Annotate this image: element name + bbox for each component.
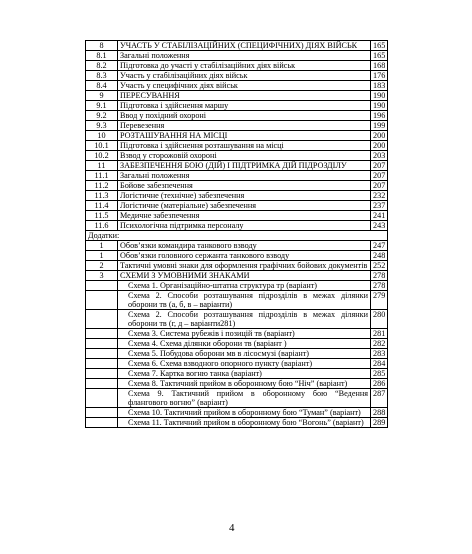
appendix-row-number: 1 (86, 241, 118, 251)
toc-row-number: 8.3 (86, 71, 118, 81)
toc-row-page: 241 (371, 211, 388, 221)
appendix-row-number: 2 (86, 261, 118, 271)
toc-row (86, 121, 388, 131)
scheme-row-title: Схема 2. Способи розташування підрозділів в межах ділянки оборони тв (а, б, в – варіанти) (118, 291, 371, 310)
toc-row-page: 207 (371, 171, 388, 181)
scheme-row-number (86, 359, 118, 369)
toc-row-number: 11.1 (86, 171, 118, 181)
toc-row-page: 190 (371, 101, 388, 111)
scheme-row-number (86, 329, 118, 339)
scheme-row (86, 379, 388, 389)
scheme-row-number (86, 408, 118, 418)
toc-row (86, 151, 388, 161)
appendix-row-title: Тактичні умовні знаки для оформлення графічних бойових документів (118, 261, 371, 271)
scheme-row (86, 310, 388, 329)
scheme-row-title: Схема 7. Картка вогню танка (варіант) (118, 369, 371, 379)
scheme-row (86, 389, 388, 408)
appendix-row-page: 247 (371, 241, 388, 251)
toc-row (86, 61, 388, 71)
appendix-row (86, 241, 388, 251)
appendix-row (86, 271, 388, 281)
toc-row-title: Участь у специфічних діях військ (118, 81, 371, 91)
scheme-row (86, 369, 388, 379)
scheme-row-page: 289 (371, 418, 388, 428)
scheme-row-title: Схема 3. Система рубежів і позицій тв (варіант) (118, 329, 371, 339)
scheme-row-title: Схема 4. Схема ділянки оборони тв (варіант ) (118, 339, 371, 349)
scheme-row-title: Схема 11. Тактичний прийом в оборонному бою “Вогонь” (варіант) (118, 418, 371, 428)
toc-row-page: 183 (371, 81, 388, 91)
scheme-row (86, 329, 388, 339)
toc-row-page: 200 (371, 131, 388, 141)
toc-row-title: Медичне забезпечення (118, 211, 371, 221)
toc-row (86, 161, 388, 171)
toc-row-title: Підготовка і здійснення маршу (118, 101, 371, 111)
toc-row-number: 8.1 (86, 51, 118, 61)
scheme-row (86, 359, 388, 369)
toc-row-number: 10 (86, 131, 118, 141)
scheme-row-page: 288 (371, 408, 388, 418)
appendix-row-title: Обов’язки командира танкового взводу (118, 241, 371, 251)
toc-row (86, 221, 388, 231)
toc-row-title: УЧАСТЬ У СТАБІЛІЗАЦІЙНИХ (СПЕЦИФІЧНИХ) ДІЯХ ВІЙСЬК (118, 41, 371, 51)
toc-row-title: Підготовка до участі у стабілізаційних діях військ (118, 61, 371, 71)
toc-row-page: 190 (371, 91, 388, 101)
page-number: 4 (229, 522, 235, 534)
toc-row-number: 11.6 (86, 221, 118, 231)
scheme-row-number (86, 389, 118, 408)
toc-row-number: 11.3 (86, 191, 118, 201)
toc-row-page: 203 (371, 151, 388, 161)
scheme-row-page: 279 (371, 291, 388, 310)
scheme-row-title: Схема 1. Організаційно-штатна структура тр (варіант) (118, 281, 371, 291)
appendix-row-page: 278 (371, 271, 388, 281)
toc-row (86, 51, 388, 61)
toc-row-page: 237 (371, 201, 388, 211)
toc-row-title: ПЕРЕСУВАННЯ (118, 91, 371, 101)
toc-row (86, 201, 388, 211)
toc-row-page: 200 (371, 141, 388, 151)
scheme-row-title: Схема 10. Тактичний прийом в оборонному бою “Туман” (варіант) (118, 408, 371, 418)
appendix-label-row (86, 231, 388, 241)
toc-row (86, 141, 388, 151)
scheme-row-number (86, 339, 118, 349)
toc-row-page: 199 (371, 121, 388, 131)
scheme-row-number (86, 349, 118, 359)
appendix-row-page: 252 (371, 261, 388, 271)
toc-row-number: 8 (86, 41, 118, 51)
toc-row-title: Участь у стабілізаційних діях військ (118, 71, 371, 81)
toc-row-page: 165 (371, 51, 388, 61)
toc-row-page: 165 (371, 41, 388, 51)
scheme-row-page: 278 (371, 281, 388, 291)
toc-row-number: 9 (86, 91, 118, 101)
toc-row-page: 196 (371, 111, 388, 121)
appendix-row (86, 261, 388, 271)
toc-row-title: Бойове забезпечення (118, 181, 371, 191)
toc-row-title: Ввод у похідний охороні (118, 111, 371, 121)
appendix-row-number: 1 (86, 251, 118, 261)
toc-row-title: Підготовка і здійснення розташування на місці (118, 141, 371, 151)
toc-row-title: Логістичне (технічне) забезпечення (118, 191, 371, 201)
scheme-row-page: 287 (371, 389, 388, 408)
toc-row-page: 207 (371, 161, 388, 171)
toc-row-number: 10.1 (86, 141, 118, 151)
scheme-row (86, 349, 388, 359)
toc-row (86, 71, 388, 81)
scheme-row (86, 418, 388, 428)
scheme-row (86, 408, 388, 418)
scheme-row (86, 339, 388, 349)
toc-row-title: ЗАБЕЗПЕЧЕННЯ БОЮ (ДІЙ) І ПІДТРИМКА ДІЙ ПІДРОЗДІЛУ (118, 161, 371, 171)
table-of-contents (85, 40, 388, 428)
scheme-row-number (86, 281, 118, 291)
toc-row-number: 10.2 (86, 151, 118, 161)
toc-row-number: 8.2 (86, 61, 118, 71)
scheme-row-page: 286 (371, 379, 388, 389)
scheme-row-number (86, 369, 118, 379)
toc-row-title: Взвод у сторожовій охороні (118, 151, 371, 161)
toc-row-title: Перевезення (118, 121, 371, 131)
scheme-row-title: Схема 5. Побудова оборони мв в лісосмузі (варіант) (118, 349, 371, 359)
toc-row-number: 11.4 (86, 201, 118, 211)
toc-row-title: Загальні положення (118, 171, 371, 181)
toc-row (86, 211, 388, 221)
toc-row-page: 232 (371, 191, 388, 201)
toc-row-number: 11 (86, 161, 118, 171)
scheme-row-number (86, 291, 118, 310)
scheme-row (86, 291, 388, 310)
toc-row-page: 243 (371, 221, 388, 231)
appendix-row-page: 248 (371, 251, 388, 261)
toc-row (86, 91, 388, 101)
scheme-row-title: Схема 2. Способи розташування підрозділів в межах ділянки оборони тв (г, д – варіанти281) (118, 310, 371, 329)
toc-row-title: Загальні положення (118, 51, 371, 61)
toc-row-number: 8.4 (86, 81, 118, 91)
toc-row-number: 9.1 (86, 101, 118, 111)
toc-row-page: 207 (371, 181, 388, 191)
toc-row (86, 181, 388, 191)
scheme-row-page: 283 (371, 349, 388, 359)
scheme-row-number (86, 418, 118, 428)
scheme-row-page: 282 (371, 339, 388, 349)
toc-row (86, 191, 388, 201)
appendix-row-number: 3 (86, 271, 118, 281)
toc-row-title: Психологічна підтримка персоналу (118, 221, 371, 231)
toc-row (86, 41, 388, 51)
toc-row-number: 11.2 (86, 181, 118, 191)
scheme-row-page: 281 (371, 329, 388, 339)
scheme-row-number (86, 310, 118, 329)
scheme-row-page: 284 (371, 359, 388, 369)
appendix-row-title: Обов’язки головного сержанта танкового взводу (118, 251, 371, 261)
scheme-row-number (86, 379, 118, 389)
toc-row-number: 9.2 (86, 111, 118, 121)
appendix-row-title: СХЕМИ З УМОВНИМИ ЗНАКАМИ (118, 271, 371, 281)
toc-row (86, 131, 388, 141)
toc-row-number: 11.5 (86, 211, 118, 221)
scheme-row-title: Схема 9. Тактичний прийом в оборонному бою “Ведення флангового вогню” (варіант) (118, 389, 371, 408)
appendix-label: Додатки: (86, 231, 388, 241)
scheme-row (86, 281, 388, 291)
toc-body (86, 41, 388, 428)
toc-row-number: 9.3 (86, 121, 118, 131)
scheme-row-page: 280 (371, 310, 388, 329)
toc-row (86, 171, 388, 181)
toc-row (86, 101, 388, 111)
scheme-row-title: Схема 8. Тактичний прийом в оборонному бою “Ніч” (варіант) (118, 379, 371, 389)
toc-row-title: РОЗТАШУВАННЯ НА МІСЦІ (118, 131, 371, 141)
scheme-row-page: 285 (371, 369, 388, 379)
toc-row-page: 176 (371, 71, 388, 81)
scheme-row-title: Схема 6. Схема взводного опорного пункту (варіант) (118, 359, 371, 369)
toc-row-title: Логістичне (матеріальне) забезпечення (118, 201, 371, 211)
toc-row (86, 81, 388, 91)
toc-row-page: 168 (371, 61, 388, 71)
toc-row (86, 111, 388, 121)
appendix-row (86, 251, 388, 261)
